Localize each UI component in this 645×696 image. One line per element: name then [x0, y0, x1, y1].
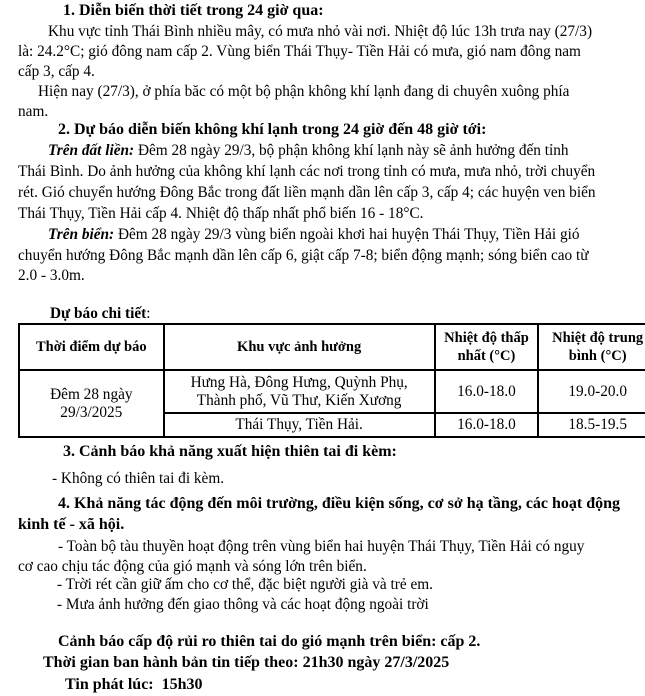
sea-label: Trên biển:: [48, 226, 115, 243]
section4-item-line: - Toàn bộ tàu thuyền hoạt động trên vùng biển hai huyện Thái Thụy, Tiền Hải có nguy: [58, 538, 585, 555]
section4-heading-line: 4. Khả năng tác động đến môi trường, điều kiện sống, cơ sở hạ tầng, các hoạt động: [58, 495, 621, 512]
time-line: 29/3/2025: [60, 403, 123, 421]
section3-item: - Không có thiên tai đi kèm.: [52, 470, 225, 487]
land-forecast-line: Thái Thụy, Tiền Hải cấp 4. Nhiệt độ thấp nhất phổ biến 16 - 18°C.: [18, 205, 424, 222]
time-line: Đêm 28 ngày: [50, 385, 133, 403]
section1-heading: 1. Diễn biến thời tiết trong 24 giờ qua:: [63, 2, 324, 19]
issued-at: [65, 676, 203, 694]
issued-label: Tin phát lúc:: [65, 676, 154, 693]
area-line: Thành phố, Vũ Thư, Kiến Xương: [196, 391, 402, 409]
area-line: Hưng Hà, Đông Hưng, Quỳnh Phụ,: [190, 373, 408, 391]
detail-title-text: Dự báo chi tiết: [50, 305, 147, 322]
section1-paragraph-line: là: 24.2°C; gió đông nam cấp 2. Vùng biển Thái Thụy- Tiền Hải có mưa, gió nam đông nam: [18, 43, 581, 60]
section4-item-line: cơ cao chịu tác động của gió mạnh và sóng lớn trên biển.: [18, 558, 367, 575]
section1-paragraph-line: Khu vực tỉnh Thái Bình nhiều mây, có mưa nhỏ vài nơi. Nhiệt độ lúc 13h trưa nay (27/3): [48, 23, 593, 40]
table-row: [19, 370, 645, 413]
section1-paragraph-line: cấp 3, cấp 4.: [18, 63, 95, 80]
header-time: Thời điểm dự báo: [19, 324, 164, 370]
section2-heading: 2. Dự báo diễn biến không khí lạnh trong 24 giờ đến 48 giờ tới:: [58, 121, 487, 138]
min-temp-cell: 16.0-18.0: [435, 413, 539, 437]
time-cell: [19, 370, 164, 437]
issued-time: 15h30: [161, 676, 203, 693]
land-label: Trên đất liền:: [48, 142, 135, 159]
section4-item: - Mưa ảnh hưởng đến giao thông và các hoạt động ngoài trời: [57, 596, 429, 613]
area-cell: [164, 370, 435, 413]
area-cell: Thái Thụy, Tiền Hải.: [164, 413, 435, 437]
sea-forecast-text: Đêm 28 ngày 29/3 vùng biển ngoài khơi hai huyện Thái Thụy, Tiền Hải gió: [114, 226, 580, 243]
land-forecast-line: [48, 142, 569, 160]
sea-forecast-line: [48, 226, 580, 244]
header-area: Khu vực ảnh hưởng: [164, 324, 435, 370]
avg-temp-cell: 18.5-19.5: [538, 413, 645, 437]
sea-forecast-line: chuyển hướng Đông Bắc mạnh dần lên cấp 6, giật cấp 7-8; biển động mạnh; sóng biển cao từ: [18, 247, 589, 264]
land-forecast-text: Đêm 28 ngày 29/3, bộ phận không khí lạnh này sẽ ảnh hưởng đến tỉnh: [134, 142, 569, 159]
section1-paragraph-line: nam.: [18, 103, 49, 120]
next-issue-time: Thời gian ban hành bản tin tiếp theo: 21h30 ngày 27/3/2025: [43, 654, 450, 671]
detail-title-colon: :: [146, 305, 151, 322]
header-min-temp: Nhiệt độ thấp nhất (°C): [435, 324, 539, 370]
table-header-row: [19, 324, 645, 370]
section1-paragraph-line: Hiện nay (27/3), ở phía băc có một bộ phận không khí lạnh đang di chuyên xuông phía: [38, 83, 570, 100]
section3-heading: 3. Cảnh báo khả năng xuất hiện thiên tai đi kèm:: [63, 443, 397, 460]
section4-heading-line: kinh tế - xã hội.: [18, 516, 125, 533]
forecast-table: [18, 323, 645, 438]
header-avg-temp: Nhiệt độ trung bình (°C): [538, 324, 645, 370]
risk-level-warning: Cảnh báo cấp độ rủi ro thiên tai do gió mạnh trên biển: cấp 2.: [58, 633, 481, 650]
sea-forecast-line: 2.0 - 3.0m.: [18, 267, 85, 284]
avg-temp-cell: 19.0-20.0: [538, 370, 645, 413]
land-forecast-line: Thái Bình. Do ảnh hưởng của không khí lạnh các nơi trong tỉnh có mưa, mưa nhỏ, trời chuyển: [18, 163, 596, 180]
section4-item: - Trời rét cần giữ ấm cho cơ thể, đặc biệt người già và trẻ em.: [57, 576, 433, 593]
detail-title: [50, 305, 151, 323]
min-temp-cell: 16.0-18.0: [435, 370, 539, 413]
land-forecast-line: rét. Gió chuyển hướng Đông Bắc trong đất liền mạnh dần lên cấp 3, cấp 4; các huyện ven biển: [18, 184, 596, 201]
